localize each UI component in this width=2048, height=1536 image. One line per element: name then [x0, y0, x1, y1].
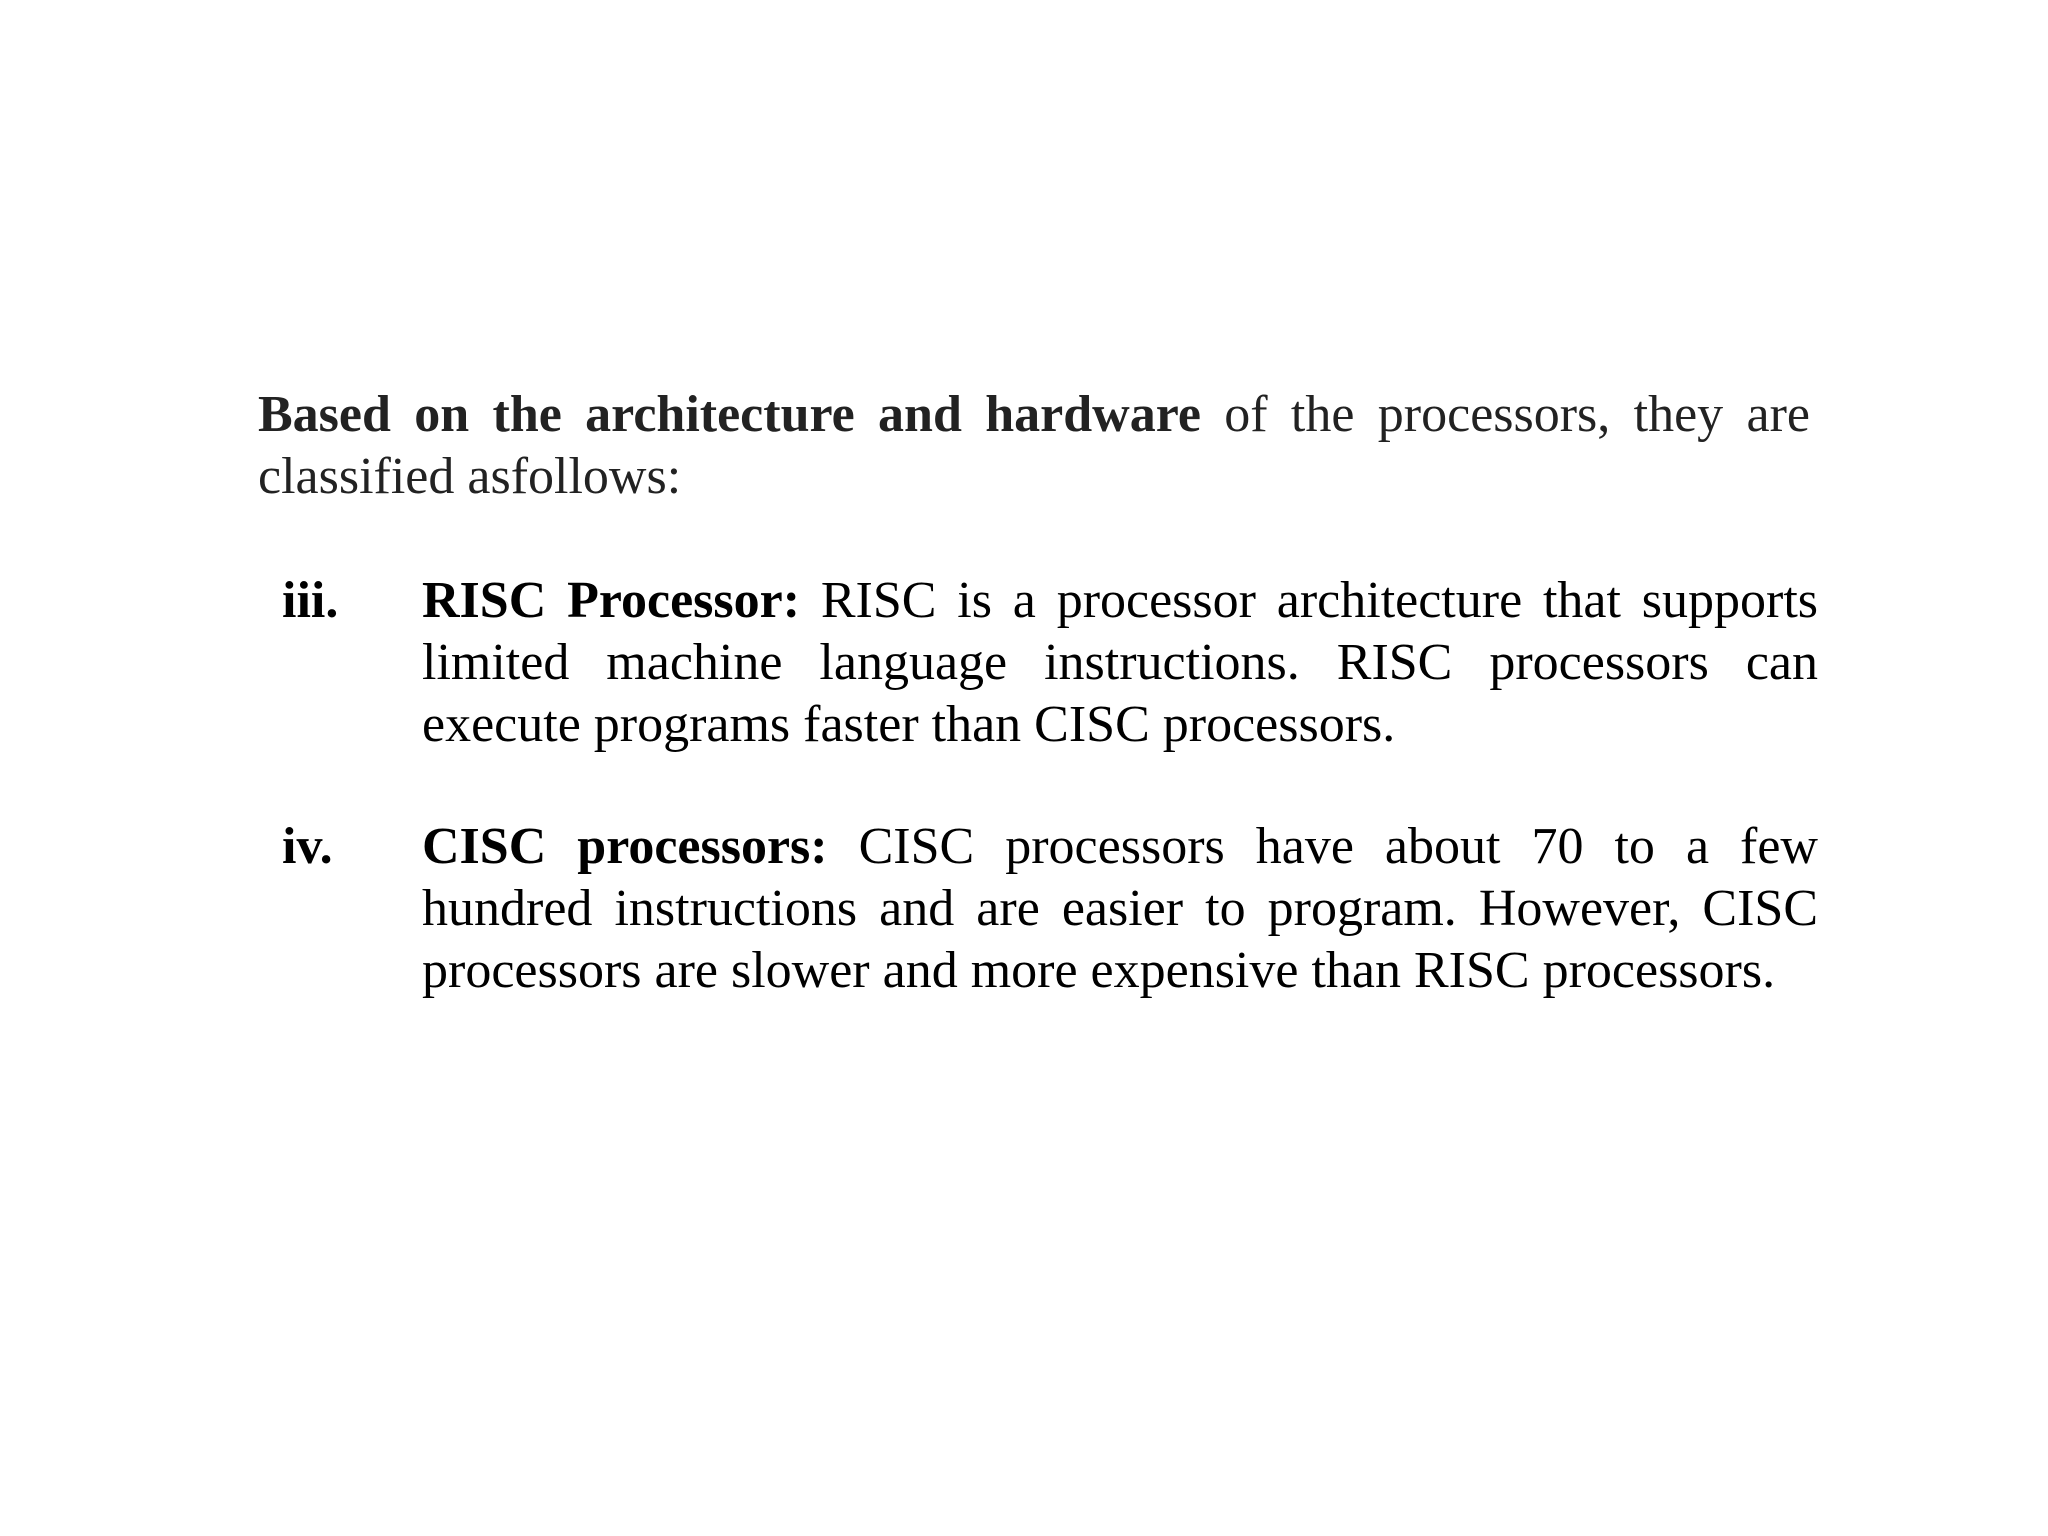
list-item-body [422, 570, 1818, 756]
list-item-term: RISC Processor: [422, 572, 801, 629]
intro-rest: of the processors, they are classified asfollows: [258, 386, 1810, 505]
intro-paragraph [258, 384, 1810, 508]
list-item-body [422, 816, 1818, 1002]
list-item-term: CISC processors: [422, 818, 828, 875]
list-item-text: CISC processors have about 70 to a few hundred instructions and are easier to program. However, CISC processors are slower and more expensive than RISC processors. [422, 818, 1818, 999]
intro-bold-lead: Based on the architecture and hardware [258, 386, 1201, 443]
list-item-text: RISC is a processor architecture that supports limited machine language instructions. RISC processors can execute programs faster than CISC processors. [422, 572, 1819, 753]
list-numeral: iv. [282, 818, 333, 875]
list-numeral: iii. [282, 572, 339, 629]
